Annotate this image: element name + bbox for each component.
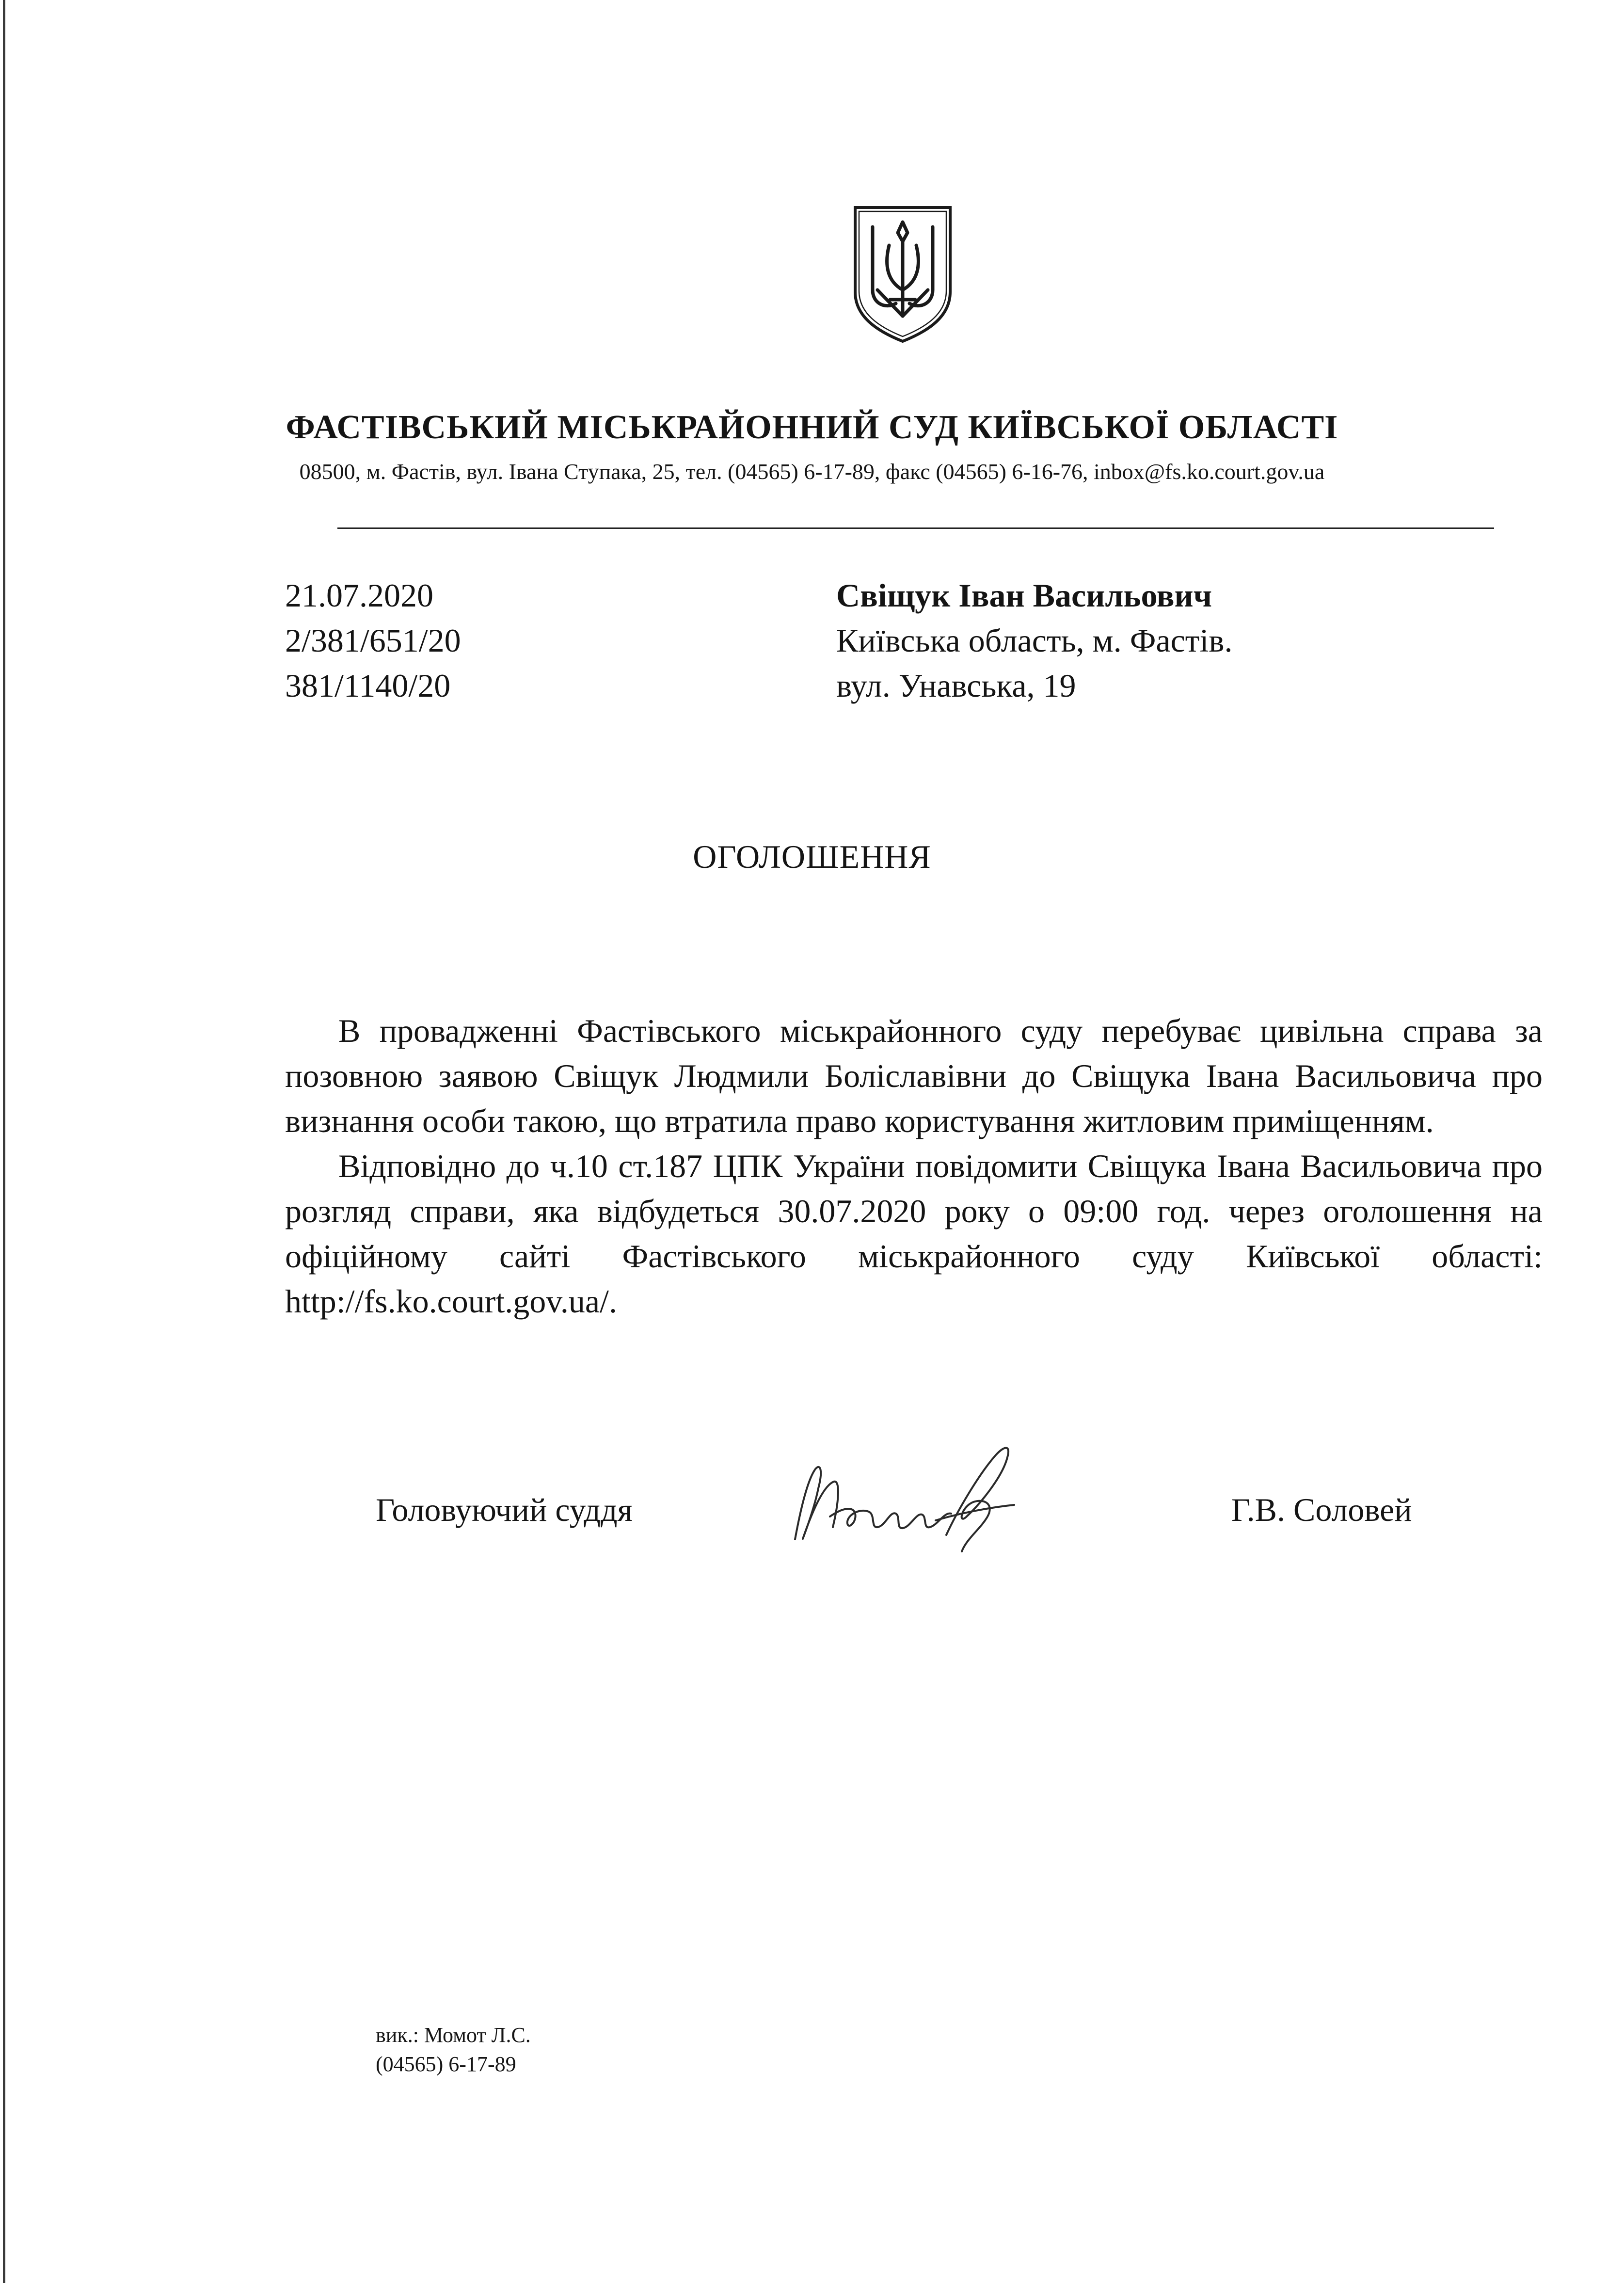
document-date: 21.07.2020 — [285, 577, 433, 614]
executor-phone: (04565) 6-17-89 — [376, 2052, 516, 2076]
case-number: 2/381/651/20 — [285, 622, 461, 659]
notice-paragraph-1: В провадженні Фастівського міськрайонного суду перебуває цивільна справа за позовною заявою Свіщук Людмили Боліславівни до Свіщука Івана Васильовича про визнання особи такою, що втратила право користування житловим приміщенням. — [285, 1012, 1543, 1139]
notice-title: ОГОЛОШЕННЯ — [693, 838, 931, 875]
handwritten-signature — [776, 1435, 1047, 1561]
header-divider — [337, 527, 1494, 529]
court-address: 08500, м. Фастів, вул. Івана Ступака, 25, тел. (04565) 6-17-89, факс (04565) 6-16-76, inbox@fs.ko.court.gov.ua — [299, 459, 1325, 484]
addressee-name: Свіщук Іван Васильович — [836, 577, 1212, 614]
executor-name: вик.: Момот Л.С. — [376, 2023, 531, 2047]
addressee-block — [836, 573, 1233, 708]
coat-of-arms-icon — [849, 204, 956, 344]
addressee-address-line-1: Київська область, м. Фастів. — [836, 622, 1233, 659]
notice-paragraph-2: Відповідно до ч.10 ст.187 ЦПК України повідомити Свіщука Івана Васильовича про розгляд справи, яка відбудеться 30.07.2020 року о 09:00 год. через оголошення на офіційному сайті Фастівського міськрайонного суду Київської області: http://fs.ko.court.gov.ua/. — [285, 1148, 1543, 1320]
court-name: ФАСТІВСЬКИЙ МІСЬКРАЙОННИЙ СУД КИЇВСЬКОЇ ОБЛАСТІ — [286, 409, 1338, 446]
addressee-address-line-2: вул. Унавська, 19 — [836, 667, 1076, 704]
executor-footer — [376, 2021, 531, 2079]
judge-name: Г.В. Соловей — [1231, 1491, 1412, 1528]
presiding-judge-title: Головуючий суддя — [376, 1491, 633, 1528]
registration-number: 381/1140/20 — [285, 667, 451, 704]
notice-body — [285, 1008, 1543, 1324]
document-meta — [285, 573, 461, 708]
scan-edge — [3, 0, 5, 2283]
